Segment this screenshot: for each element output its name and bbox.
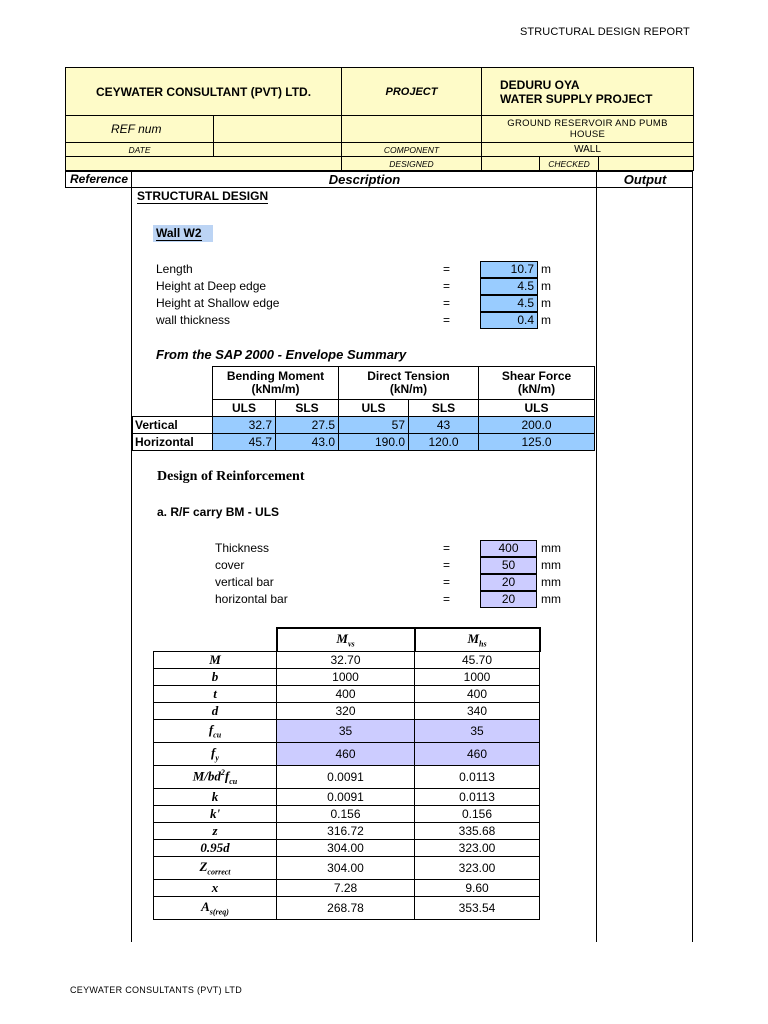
project-name-line2: WATER SUPPLY PROJECT	[500, 91, 653, 106]
design-of-reinforcement-title: Design of Reinforcement	[157, 469, 305, 484]
shear-force-header	[479, 367, 595, 400]
asreq-main: A	[201, 898, 210, 914]
fcu-sub: cu	[213, 730, 222, 740]
section-title: STRUCTURAL DESIGN	[137, 189, 269, 203]
component-description-line1: GROUND RESERVOIR AND PUMB	[507, 118, 668, 129]
calc-d-hs[interactable]: 340	[415, 702, 540, 719]
output-column-divider	[596, 171, 597, 942]
sub-header-sf-uls: ULS	[479, 400, 595, 417]
horizontal-dt-sls[interactable]: 120.0	[409, 434, 479, 451]
vertical-bm-sls[interactable]: 27.5	[276, 417, 339, 434]
fcu-main: f	[208, 721, 214, 737]
zcorrect-main: Z	[199, 858, 208, 874]
sap-corner-cell	[133, 367, 213, 400]
thickness-unit: mm	[541, 541, 561, 555]
calc-label-m: M	[154, 651, 277, 668]
sap-sub-corner-cell	[133, 400, 213, 417]
project-label: PROJECT	[342, 68, 482, 116]
description-column-header: Description	[328, 172, 401, 187]
calc-label-fcu	[154, 719, 277, 742]
sap-summary-table	[132, 366, 595, 451]
sub-header-dt-sls: SLS	[409, 400, 479, 417]
deep-height-value[interactable]: 4.5	[480, 278, 538, 295]
calc-d-vs[interactable]: 320	[277, 702, 415, 719]
cover-equals: =	[443, 558, 451, 572]
calc-label-k: k	[154, 788, 277, 805]
vertical-sf-uls[interactable]: 200.0	[479, 417, 595, 434]
vertical-bar-label: vertical bar	[215, 575, 274, 589]
calc-label-b: b	[154, 668, 277, 685]
row-label-horizontal: Horizontal	[133, 434, 213, 451]
horizontal-bm-uls[interactable]: 45.7	[213, 434, 276, 451]
calc-label-zcorrect	[154, 856, 277, 879]
rf-carry-bm-title: a. R/F carry BM - ULS	[157, 505, 280, 519]
calc-x-vs[interactable]: 7.28	[277, 879, 415, 896]
shallow-height-equals: =	[443, 296, 451, 310]
vertical-bar-value[interactable]: 20	[480, 574, 537, 591]
deep-height-equals: =	[443, 279, 451, 293]
horizontal-dt-uls[interactable]: 190.0	[339, 434, 409, 451]
date-label: DATE	[66, 143, 214, 157]
calc-fcu-vs[interactable]: 35	[277, 719, 415, 742]
designed-label: DESIGNED	[342, 157, 482, 171]
mhs-header	[415, 628, 540, 651]
reinforcement-calc-table	[153, 627, 541, 920]
calc-t-vs[interactable]: 400	[277, 685, 415, 702]
calc-label-x: x	[154, 879, 277, 896]
wall-tag	[153, 225, 213, 242]
thickness-label: Thickness	[215, 541, 270, 555]
calc-m-hs[interactable]: 45.70	[415, 651, 540, 668]
direct-tension-name: Direct Tension	[367, 369, 450, 383]
cover-value[interactable]: 50	[480, 557, 537, 574]
reference-column-divider	[131, 171, 132, 942]
company-name: CEYWATER CONSULTANT (PVT) LTD.	[66, 68, 342, 116]
calc-zcorrect-vs[interactable]: 304.00	[277, 856, 415, 879]
fy-main: f	[211, 744, 216, 760]
bending-moment-unit: (kNm/m)	[251, 382, 300, 396]
date-value-cell[interactable]	[214, 143, 342, 157]
mvs-header-main: M	[336, 630, 348, 646]
length-equals: =	[443, 262, 451, 276]
header-table	[65, 67, 694, 171]
calc-k-vs[interactable]: 0.0091	[277, 788, 415, 805]
calc-mbd-vs[interactable]: 0.0091	[277, 765, 415, 788]
row-label-vertical: Vertical	[133, 417, 213, 434]
calc-m-vs[interactable]: 32.70	[277, 651, 415, 668]
calc-t-hs[interactable]: 400	[415, 685, 540, 702]
calc-label-095d: 0.95d	[154, 839, 277, 856]
component-label: COMPONENT	[342, 143, 482, 157]
horizontal-bm-sls[interactable]: 43.0	[276, 434, 339, 451]
thickness-equals: =	[443, 541, 451, 555]
component-description	[482, 116, 694, 143]
calc-x-hs[interactable]: 9.60	[415, 879, 540, 896]
calc-095d-vs[interactable]: 304.00	[277, 839, 415, 856]
wall-thickness-value[interactable]: 0.4	[480, 312, 538, 329]
sap-summary-title: From the SAP 2000 - Envelope Summary	[156, 347, 407, 362]
wall-thickness-equals: =	[443, 313, 451, 327]
right-border	[692, 171, 693, 942]
calc-z-hs[interactable]: 335.68	[415, 822, 540, 839]
calc-label-d: d	[154, 702, 277, 719]
wall-thickness-label: wall thickness	[156, 313, 231, 327]
horizontal-bar-equals: =	[443, 592, 451, 606]
mbd-sub: cu	[229, 776, 238, 786]
calc-label-t: t	[154, 685, 277, 702]
component-description-line2: HOUSE	[569, 129, 606, 140]
calc-kprime-vs[interactable]: 0.156	[277, 805, 415, 822]
calc-label-m-bd2-fcu	[154, 765, 277, 788]
mbd-main: M/bd	[192, 767, 221, 783]
calc-label-as-req	[154, 896, 277, 919]
direct-tension-unit: (kN/m)	[389, 382, 428, 396]
reference-column-header: Reference	[69, 172, 129, 186]
cover-label: cover	[215, 558, 245, 572]
calc-corner-cell	[154, 628, 277, 651]
mvs-header-sub: vs	[347, 639, 355, 649]
project-name	[482, 68, 694, 116]
output-column-header: Output	[623, 172, 667, 187]
calc-label-fy	[154, 742, 277, 765]
calc-label-k-prime: k'	[154, 805, 277, 822]
sub-header-dt-uls: ULS	[339, 400, 409, 417]
deep-height-unit: m	[541, 279, 551, 293]
mhs-header-main: M	[467, 630, 479, 646]
thickness-value[interactable]: 400	[480, 540, 537, 557]
project-name-line1: DEDURU OYA	[500, 77, 580, 92]
ref-value-cell[interactable]	[214, 116, 342, 143]
calc-fcu-hs[interactable]: 35	[415, 719, 540, 742]
calc-b-hs[interactable]: 1000	[415, 668, 540, 685]
calc-095d-hs[interactable]: 323.00	[415, 839, 540, 856]
calc-mbd-hs[interactable]: 0.0113	[415, 765, 540, 788]
horizontal-bar-value[interactable]: 20	[480, 591, 537, 608]
zcorrect-sub: correct	[207, 867, 231, 877]
horizontal-bar-unit: mm	[541, 592, 561, 606]
wall-thickness-unit: m	[541, 313, 551, 327]
calc-kprime-hs[interactable]: 0.156	[415, 805, 540, 822]
fy-sub: y	[215, 753, 219, 763]
checked-value-cell[interactable]	[599, 157, 694, 171]
bending-moment-name: Bending Moment	[226, 369, 325, 383]
length-unit: m	[541, 262, 551, 276]
checked-label: CHECKED	[540, 157, 599, 171]
deep-height-label: Height at Deep edge	[156, 279, 267, 293]
component-value: WALL	[482, 143, 694, 157]
calc-asreq-vs[interactable]: 268.78	[277, 896, 415, 919]
sub-header-bm-uls: ULS	[213, 400, 276, 417]
report-title: STRUCTURAL DESIGN REPORT	[520, 26, 690, 38]
calc-z-vs[interactable]: 316.72	[277, 822, 415, 839]
calc-zcorrect-hs[interactable]: 323.00	[415, 856, 540, 879]
length-label: Length	[156, 262, 193, 276]
bending-moment-header	[213, 367, 339, 400]
shear-force-name: Shear Force	[501, 369, 572, 383]
horizontal-bar-label: horizontal bar	[215, 592, 288, 606]
designed-blank-cell	[66, 157, 342, 171]
footer: CEYWATER CONSULTANTS (PVT) LTD	[70, 985, 243, 995]
length-value[interactable]: 10.7	[480, 261, 538, 278]
mbd-f: f	[224, 767, 230, 783]
sub-header-bm-sls: SLS	[276, 400, 339, 417]
mbd-sup: 2	[220, 767, 225, 777]
cover-unit: mm	[541, 558, 561, 572]
vertical-bar-unit: mm	[541, 575, 561, 589]
direct-tension-header	[339, 367, 479, 400]
designed-value-cell[interactable]	[482, 157, 540, 171]
calc-fy-hs[interactable]: 460	[415, 742, 540, 765]
calc-k-hs[interactable]: 0.0113	[415, 788, 540, 805]
ref-blank-cell	[342, 116, 482, 143]
vertical-dt-sls[interactable]: 43	[409, 417, 479, 434]
shallow-height-value[interactable]: 4.5	[480, 295, 538, 312]
calc-asreq-hs[interactable]: 353.54	[415, 896, 540, 919]
vertical-bar-equals: =	[443, 575, 451, 589]
shallow-height-unit: m	[541, 296, 551, 310]
calc-label-z: z	[154, 822, 277, 839]
calc-fy-vs[interactable]: 460	[277, 742, 415, 765]
vertical-bm-uls[interactable]: 32.7	[213, 417, 276, 434]
asreq-sub: s(req)	[209, 907, 229, 917]
horizontal-sf-uls[interactable]: 125.0	[479, 434, 595, 451]
shear-force-unit: (kN/m)	[517, 382, 556, 396]
vertical-dt-uls[interactable]: 57	[339, 417, 409, 434]
ref-label: REF num	[66, 116, 214, 143]
mvs-header	[277, 628, 415, 651]
shallow-height-label: Height at Shallow edge	[156, 296, 280, 310]
wall-tag-text: Wall W2	[156, 226, 202, 240]
mhs-header-sub: hs	[479, 639, 487, 649]
calc-b-vs[interactable]: 1000	[277, 668, 415, 685]
